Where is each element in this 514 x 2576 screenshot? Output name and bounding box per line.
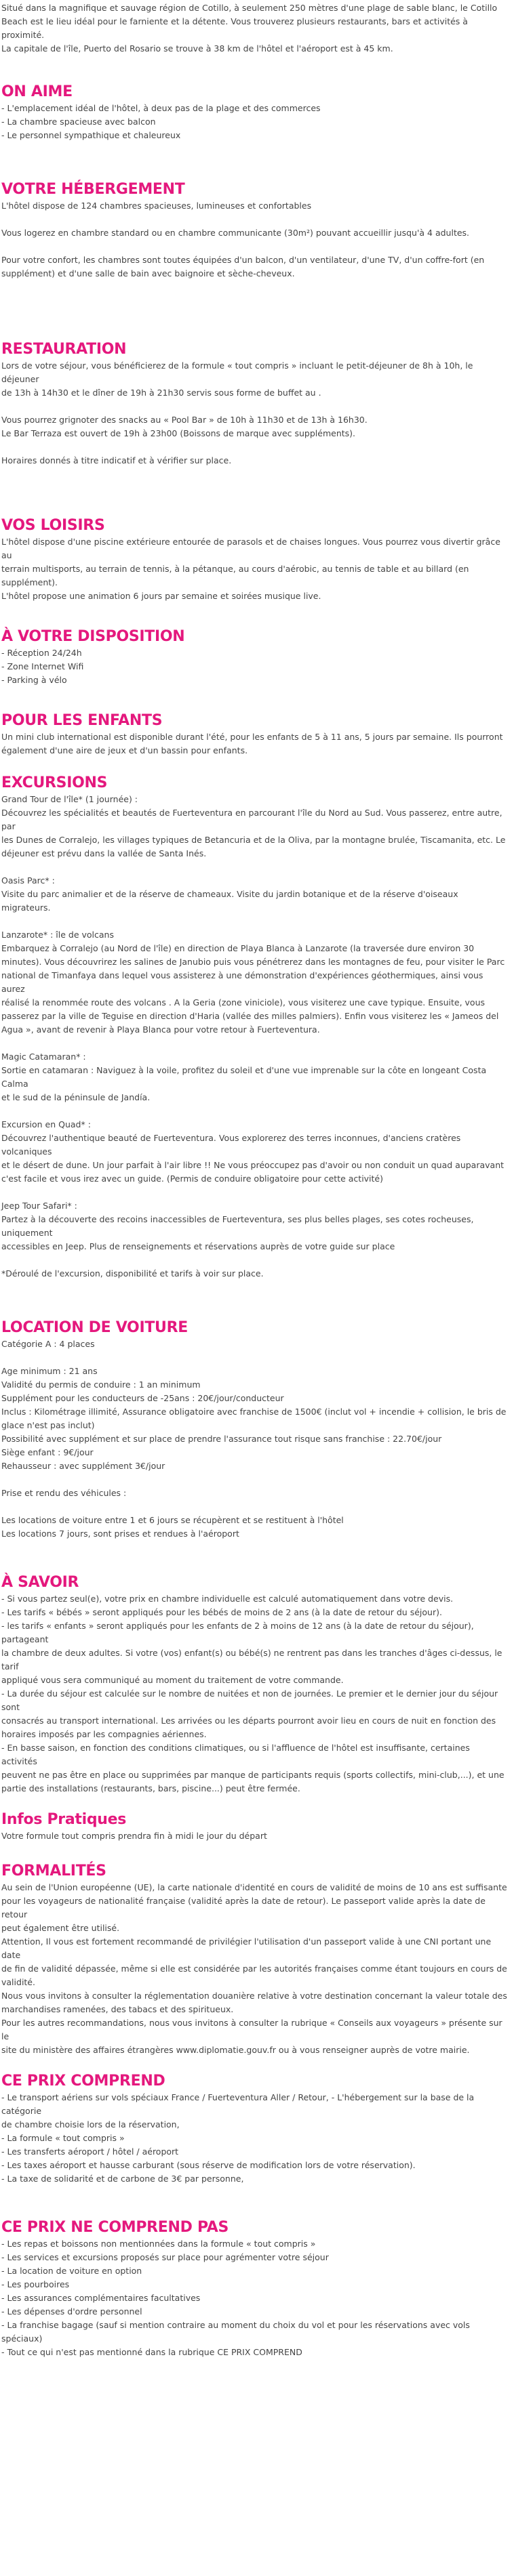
- text-line: Jeep Tour Safari* :: [1, 1201, 77, 1211]
- list-item: - La chambre spacieuse avec balcon: [1, 117, 156, 127]
- text-line: L'hôtel dispose d'une piscine extérieure entourée de parasols et de chaises longues. Vous pourrez vous divertir grâce au: [1, 537, 500, 560]
- text-line: site du ministère des affaires étrangères www.diplomatie.gouv.fr ou à vous renseigner auprès de votre mairie.: [1, 2045, 470, 2055]
- text-line: Siège enfant : 9€/jour: [1, 1447, 94, 1457]
- excursions-text: [1, 793, 507, 1281]
- excursion-note: *Déroulé de l'excursion, disponibilité et tarifs à voir sur place.: [1, 1268, 264, 1279]
- text-line: - Les transferts aéroport / hôtel / aéroport: [1, 2146, 179, 2157]
- text-line: - En basse saison, en fonction des conditions climatiques, ou si l'affluence de l'hôtel est insuffisante, certaines activités: [1, 1743, 470, 1766]
- text-line: Les locations de voiture entre 1 et 6 jours se récupèrent et se restituent à l'hôtel: [1, 1515, 344, 1525]
- text-line: Découvrez les spécialités et beautés de Fuerteventura en parcourant l'île du Nord au Sud. Vous passerez, entre autre, par: [1, 808, 502, 831]
- text-line: Nous vous invitons à consulter la réglementation douanière relative à votre destination concernant la valeur totale des: [1, 1991, 507, 2001]
- text-line: Grand Tour de l'île* (1 journée) :: [1, 794, 138, 804]
- text-line: supplément).: [1, 577, 58, 587]
- list-item: - Zone Internet Wifi: [1, 661, 84, 671]
- text-line: L'hôtel propose une animation 6 jours par semaine et soirées musique live.: [1, 591, 321, 601]
- text-line: horaires imposés par les compagnies aériennes.: [1, 1729, 207, 1739]
- text-line: Le Bar Terraza est ouvert de 19h à 23h00 (Boissons de marque avec suppléments).: [1, 428, 356, 438]
- intro-line: Beach est le lieu idéal pour le farniente et la détente. Vous trouverez plusieurs restaurants, bars et activités à proximité.: [1, 16, 468, 40]
- text-line: - Tout ce qui n'est pas mentionné dans la rubrique CE PRIX COMPREND: [1, 2347, 302, 2357]
- text-line: - La franchise bagage (sauf si mention contraire au moment du choix du vol et pour les réservations avec vols spéciaux): [1, 2320, 470, 2344]
- text-line: Découvrez l'authentique beauté de Fuerteventura. Vous explorerez des terres inconnues, d'anciens cratères volcaniques: [1, 1133, 461, 1157]
- list-item: - Réception 24/24h: [1, 648, 82, 658]
- intro-line: Situé dans la magnifique et sauvage région de Cotillo, à seulement 250 mètres d'une plage de sable blanc, le Cotillo: [1, 3, 498, 13]
- text-line: Partez à la découverte des recoins inaccessibles de Fuerteventura, ses plus belles plages, ses cotes rocheuses, uniquement: [1, 1214, 474, 1238]
- text-line: également d'une aire de jeux et d'un bassin pour enfants.: [1, 745, 248, 755]
- text-line: Vous logerez en chambre standard ou en chambre communicante (30m²) pouvant accueillir jusqu'à 4 adultes.: [1, 228, 470, 238]
- disposition-list: [1, 646, 507, 687]
- text-line: marchandises ramenées, des tabacs et des spiritueux.: [1, 2004, 234, 2014]
- text-line: de 13h à 14h30 et le dîner de 19h à 21h30 servis sous forme de buffet au .: [1, 388, 321, 398]
- text-line: les Dunes de Corralejo, les villages typiques de Betancuria et de la Oliva, par la montagne brulée, Tiscamanita, etc. Le: [1, 835, 506, 845]
- text-line: Vous pourrez grignoter des snacks au « Pool Bar » de 10h à 11h30 et de 13h à 16h30.: [1, 415, 368, 425]
- section-title-comprend: CE PRIX COMPREND: [1, 2073, 165, 2090]
- text-line: Un mini club international est disponible durant l'été, pour les enfants de 5 à 11 ans, 5 jours par semaine. Ils pourront: [1, 732, 503, 742]
- text-line: - La formule « tout compris »: [1, 2133, 125, 2143]
- text-line: Lanzarote* : île de volcans: [1, 930, 114, 940]
- section-title-enfants: POUR LES ENFANTS: [1, 712, 163, 729]
- text-line: Rehausseur : avec supplément 3€/jour: [1, 1461, 165, 1471]
- text-line: Votre formule tout compris prendra fin à midi le jour du départ: [1, 1831, 267, 1841]
- text-line: Excursion en Quad* :: [1, 1119, 91, 1129]
- text-line: Agua », avant de revenir à Playa Blanca pour votre retour à Fuerteventura.: [1, 1024, 320, 1035]
- text-line: - Si vous partez seul(e), votre prix en chambre individuelle est calculé automatiquement dans votre devis.: [1, 1594, 454, 1604]
- section-title-excursions: EXCURSIONS: [1, 774, 108, 791]
- text-line: Validité du permis de conduire : 1 an minimum: [1, 1379, 201, 1390]
- section-title-hebergement: VOTRE HÉBERGEMENT: [1, 181, 185, 198]
- text-line: Au sein de l'Union européenne (UE), la carte nationale d'identité en cours de validité de moins de 10 ans est suffisante: [1, 1882, 507, 1892]
- text-line: minutes). Vous découvrirez les salines de Janubio puis vous pénétrerez dans les montagnes de feu, pour visiter le Parc: [1, 957, 505, 967]
- text-line: - Les repas et boissons non mentionnées dans la formule « tout compris »: [1, 2239, 316, 2249]
- section-title-loisirs: VOS LOISIRS: [1, 517, 105, 534]
- text-line: - Les services et excursions proposés sur place pour agrémenter votre séjour: [1, 2252, 329, 2262]
- ne-comprend-pas-text: [1, 2237, 507, 2359]
- text-line: - La taxe de solidarité et de carbone de 3€ par personne,: [1, 2174, 244, 2184]
- text-line: L'hôtel dispose de 124 chambres spacieuses, lumineuses et confortables: [1, 201, 312, 211]
- text-line: la chambre de deux adultes. Si votre (vos) enfant(s) ou bébé(s) ne rentrent pas dans les tranches d'âges ci-dessus, le tarif: [1, 1648, 502, 1671]
- text-line: appliqué vous sera communiqué au moment du traitement de votre commande.: [1, 1675, 344, 1685]
- text-line: peuvent ne pas être en place ou supprimées par manque de participants requis (sports collectifs, mini-club,...), et une: [1, 1770, 505, 1780]
- text-line: de chambre choisie lors de la réservation,: [1, 2119, 180, 2130]
- section-title-formalites: FORMALITÉS: [1, 1863, 106, 1879]
- text-line: Pour les autres recommandations, nous vous invitons à consulter la rubrique « Conseils aux voyageurs » présente sur le: [1, 2018, 502, 2041]
- text-line: Oasis Parc* :: [1, 875, 55, 886]
- text-line: - La location de voiture en option: [1, 2266, 142, 2276]
- restauration-text: [1, 359, 507, 468]
- text-line: Possibilité avec supplément et sur place de prendre l'assurance tout risque sans franchise : 22.70€/jour: [1, 1434, 442, 1444]
- text-line: - Les tarifs « bébés » seront appliqués pour les bébés de moins de 2 ans (à la date de retour du séjour).: [1, 1607, 442, 1617]
- text-line: déjeuner est prévu dans la vallée de Santa Inés.: [1, 848, 207, 858]
- text-line: Horaires donnés à titre indicatif et à vérifier sur place.: [1, 455, 232, 465]
- list-item: - Parking à vélo: [1, 675, 67, 685]
- text-line: c'est facile et vous irez avec un guide. (Permis de conduire obligatoire pour cette activité): [1, 1173, 384, 1184]
- text-line: Lors de votre séjour, vous bénéficierez de la formule « tout compris » incluant le petit-déjeuner de 8h à 10h, le déjeuner: [1, 360, 473, 384]
- infos-text: [1, 1829, 507, 1843]
- comprend-text: [1, 2091, 507, 2186]
- section-title-disposition: À VOTRE DISPOSITION: [1, 628, 185, 645]
- text-line: Age minimum : 21 ans: [1, 1366, 98, 1376]
- voiture-text: [1, 1337, 507, 1541]
- text-line: - La durée du séjour est calculée sur le nombre de nuitées et non de journées. Le premier et le dernier jour du séjour sont: [1, 1688, 498, 1712]
- text-line: et le désert de dune. Un jour parfait à l'air libre !! Ne vous préoccupez pas d'avoir ou non conduit un quad auparavant: [1, 1160, 505, 1170]
- list-item: - L'emplacement idéal de l'hôtel, à deux pas de la plage et des commerces: [1, 103, 321, 113]
- text-line: partie des installations (restaurants, bars, piscine...) peut être fermée.: [1, 1783, 300, 1793]
- intro-line: La capitale de l'île, Puerto del Rosario se trouve à 38 km de l'hôtel et l'aéroport est à 45 km.: [1, 43, 393, 54]
- text-line: supplément) et d'une salle de bain avec baignoire et sèche-cheveux.: [1, 268, 295, 278]
- text-line: peut également être utilisé.: [1, 1923, 120, 1933]
- text-line: glace n'est pas inclut): [1, 1420, 95, 1430]
- car-category: Catégorie A : 4 places: [1, 1339, 95, 1349]
- text-line: Sortie en catamaran : Naviguez à la voile, profitez du soleil et d'une vue imprenable sur la côte en longeant Costa Calma: [1, 1065, 487, 1089]
- text-line: terrain multisports, au terrain de tennis, à la pétanque, au cours d'aérobic, au tennis de table et au billard (en: [1, 564, 469, 574]
- list-item: - Le personnel sympathique et chaleureux: [1, 130, 181, 140]
- text-line: Visite du parc animalier et de la réserve de chameaux. Visite du jardin botanique et de la réserve d'oiseaux migrateurs.: [1, 889, 458, 913]
- text-line: consacrés au transport international. Les arrivées ou les départs pourront avoir lieu en cours de nuit en fonction des: [1, 1716, 496, 1726]
- text-line: pour les voyageurs de nationalité française (validité après la date de retour). Le passeport valide après la date de retour: [1, 1896, 486, 1919]
- enfants-text: [1, 730, 507, 757]
- text-line: Attention, Il vous est fortement recommandé de privilégier l'utilisation d'un passeport valide à une CNI portant une date: [1, 1936, 492, 1960]
- section-title-infos: Infos Pratiques: [1, 1811, 127, 1828]
- text-line: - Les dépenses d'ordre personnel: [1, 2306, 142, 2317]
- text-line: Inclus : Kilométrage illimité, Assurance obligatoire avec franchise de 1500€ (inclut vol + incendie + collision, le bris de: [1, 1407, 507, 1417]
- text-line: - Le transport aériens sur vols spéciaux France / Fuerteventura Aller / Retour, - L'hébergement sur la base de la catégorie: [1, 2092, 475, 2116]
- text-line: Magic Catamaran* :: [1, 1052, 86, 1062]
- text-line: passerez par la ville de Teguise en direction d'Haria (vallée des milles palmiers). Enfin vous visiterez les « Jameos del: [1, 1011, 499, 1021]
- text-line: validité.: [1, 1977, 35, 1987]
- section-title-ne-comprend-pas: CE PRIX NE COMPREND PAS: [1, 2219, 229, 2236]
- text-line: Pour votre confort, les chambres sont toutes équipées d'un balcon, d'un ventilateur, d'une TV, d'un coffre-fort (en: [1, 255, 485, 265]
- intro-paragraph: [1, 0, 507, 56]
- text-line: de fin de validité dépassée, même si elle est considérée par les autorités françaises comme étant toujours en cours de: [1, 1964, 507, 1974]
- savoir-text: [1, 1592, 507, 1795]
- section-title-restauration: RESTAURATION: [1, 341, 127, 358]
- text-line: - Les taxes aéroport et hausse carburant (sous réserve de modification lors de votre réservation).: [1, 2160, 416, 2170]
- section-title-savoir: À SAVOIR: [1, 1574, 79, 1591]
- formalites-text: [1, 1881, 507, 2057]
- loisirs-text: [1, 535, 507, 603]
- text-line: - les tarifs « enfants » seront appliqués pour les enfants de 2 à moins de 12 ans (à la date de retour du séjour), partageant: [1, 1621, 474, 1644]
- text-line: Prise et rendu des véhicules :: [1, 1488, 127, 1498]
- on-aime-list: [1, 102, 507, 142]
- hebergement-text: [1, 199, 507, 281]
- text-line: Supplément pour les conducteurs de -25ans : 20€/jour/conducteur: [1, 1393, 284, 1403]
- text-line: accessibles en Jeep. Plus de renseignements et réservations auprès de votre guide sur place: [1, 1241, 395, 1251]
- text-line: national de Timanfaya dans lequel vous assisterez à une démonstration d'expériences géothermiques, ainsi vous aurez: [1, 970, 483, 994]
- text-line: et le sud de la péninsule de Jandía.: [1, 1092, 151, 1102]
- text-line: - Les pourboires: [1, 2279, 70, 2289]
- section-title-voiture: LOCATION DE VOITURE: [1, 1319, 188, 1336]
- text-line: réalisé la renommée route des volcans . A la Geria (zone viniciole), vous visiterez une cave typique. Ensuite, vous: [1, 997, 486, 1007]
- text-line: Embarquez à Corralejo (au Nord de l'île) en direction de Playa Blanca à Lanzarote (la traversée dure environ 30: [1, 943, 475, 953]
- text-line: Les locations 7 jours, sont prises et rendues à l'aéroport: [1, 1529, 239, 1539]
- section-title-on-aime: ON AIME: [1, 83, 73, 100]
- text-line: - Les assurances complémentaires facultatives: [1, 2293, 201, 2303]
